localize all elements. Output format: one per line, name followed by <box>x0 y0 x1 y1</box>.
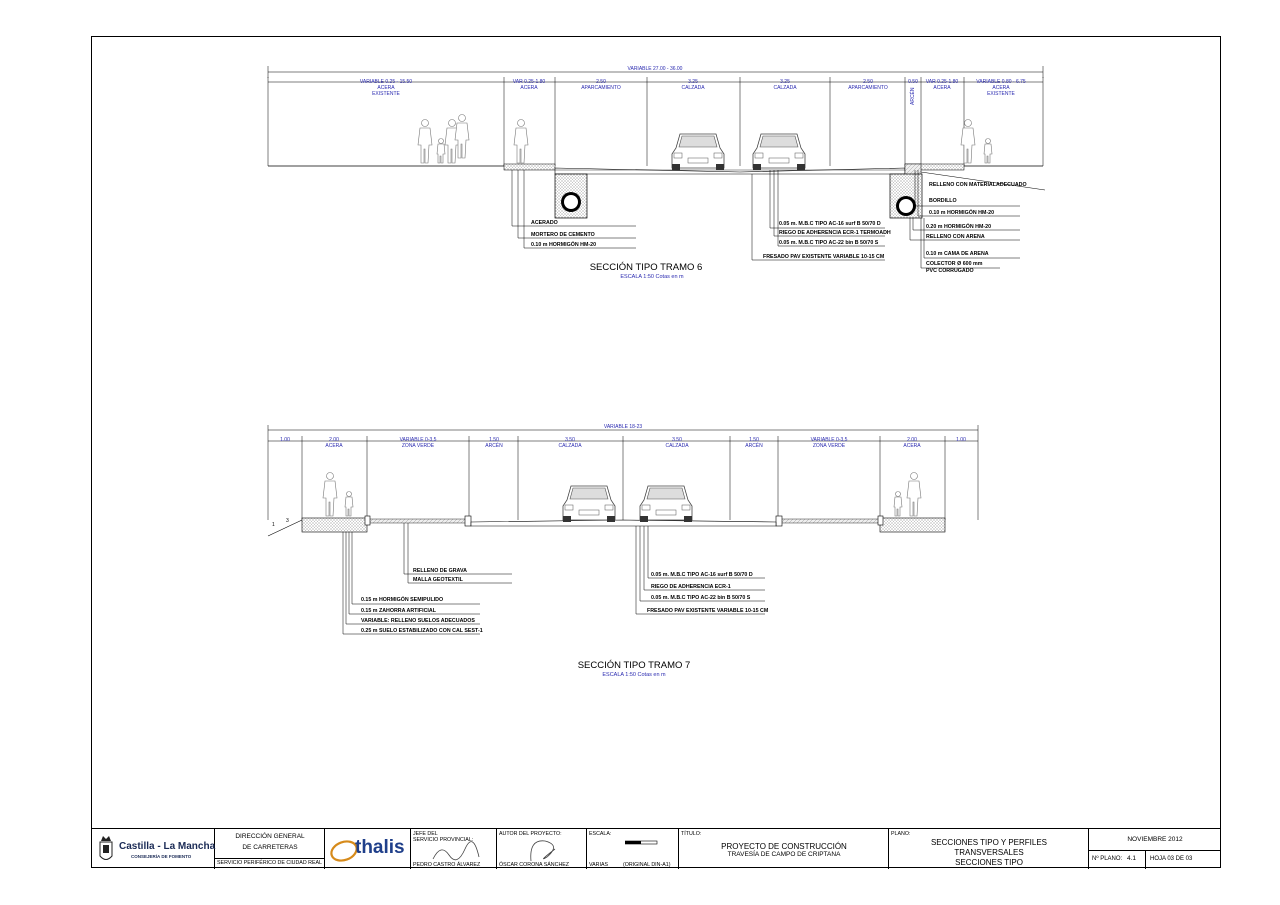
servicio-text: SERVICIO PERIFÉRICO DE CIUDAD REAL <box>217 860 322 866</box>
section6-layer-label: RELLENO CON ARENA <box>926 234 985 240</box>
section6-dim-name: APARCAMIENTO <box>848 85 888 91</box>
section6-layer-label: 0.05 m. M.B.C TIPO AC-16 surf B 50/70 D <box>779 221 881 227</box>
titulo-line-2: TRAVESÍA DE CAMPO DE CRIPTANA <box>727 851 841 858</box>
section7-layer-label: 0.05 m. M.B.C TIPO AC-16 surf B 50/70 D <box>651 572 753 578</box>
plano-label: PLANO: <box>891 831 911 837</box>
jefe-label: JEFE DEL SERVICIO PROVINCIAL: <box>413 831 474 843</box>
section7-dim-name: CALZADA <box>558 443 582 449</box>
section6-dim-name: ACERA <box>933 85 951 91</box>
section7-layer-label: RIEGO DE ADHERENCIA ECR-1 <box>651 584 731 590</box>
date-sheet-cell <box>1089 829 1221 869</box>
firm-logo-text: thalis <box>355 837 405 858</box>
section7-layer-label: VARIABLE: RELLENO SUELOS ADECUADOS <box>361 618 475 624</box>
section7-dim-value: 2.00 <box>329 437 339 443</box>
section7-dim-value: 1.50 <box>489 437 499 443</box>
escala-cell <box>587 829 679 869</box>
section7-dim-name: ACERA <box>903 443 921 449</box>
section7-dim-value: VARIABLE 0-3,5 <box>810 437 848 443</box>
section7-layer-label: MALLA GEOTEXTIL <box>413 577 463 583</box>
section6-dim-value: VARIABLE 0.25 - 15.50 <box>359 79 413 85</box>
section7-layer-label: 0.15 m ZAHORRA ARTIFICIAL <box>361 608 436 614</box>
section6-scale: ESCALA 1:50 Cotas en m <box>620 274 684 280</box>
section7-slope-label-2: 3 <box>286 518 289 524</box>
section6-dim-value: 3.25 <box>688 79 698 85</box>
section7-dim-value: 1.00 <box>956 437 966 443</box>
coat-of-arms-icon <box>97 834 115 864</box>
escala-value: VARIAS <box>589 862 609 868</box>
original-format: (ORIGINAL DIN-A1) <box>623 862 671 868</box>
titulo-label: TÍTULO: <box>681 831 702 837</box>
section6-dim-value: VARIABLE 0.80 - 6.75 <box>976 79 1026 85</box>
section7-layer-label: 0.25 m SUELO ESTABILIZADO CON CAL SEST-1 <box>361 628 483 634</box>
section7-dim-value: 2.00 <box>907 437 917 443</box>
section7-dim-value: 1.00 <box>280 437 290 443</box>
section6-layer-label: RELLENO CON MATERIALADECUADO <box>929 182 1027 188</box>
section6-layer-label: 0.10 m HORMIGÓN HM-20 <box>929 210 995 216</box>
plano-line-2: TRANSVERSALES <box>954 848 1024 857</box>
section6-layer-label: 0.10 m HORMIGÓN HM-20 <box>531 242 597 248</box>
section7-layer-label: RELLENO DE GRAVA <box>413 568 467 574</box>
section6-layer-label: COLECTOR Ø 600 mm <box>926 261 983 267</box>
plano-number-label: Nº PLANO: <box>1092 856 1123 862</box>
section7-dim-name: ZONA VERDE <box>812 443 846 449</box>
signature-jefe-icon <box>431 841 481 863</box>
section7-dim-name: ACERA <box>325 443 343 449</box>
section6-dim-name-arcen: ARCÉN <box>910 87 916 105</box>
section7-dim-value: VARIABLE 0-3,5 <box>399 437 437 443</box>
plano-cell <box>889 829 1089 869</box>
title-block <box>91 828 1221 869</box>
direction-cell <box>215 829 325 869</box>
autor-label: AUTOR DEL PROYECTO: <box>499 831 562 837</box>
date-text: NOVIEMBRE 2012 <box>1127 836 1183 843</box>
signature-autor-icon <box>525 835 565 865</box>
section7-layer-label: 0.15 m HORMIGÓN SEMIPULIDO <box>361 597 444 603</box>
section6-layer-label: BORDILLO <box>929 198 957 204</box>
section6-layer-label: FRESADO PAV EXISTENTE VARIABLE 10-15 CM <box>763 254 885 260</box>
section7-title: SECCIÓN TIPO TRAMO 7 <box>577 660 691 671</box>
section6-dim-value: 2.50 <box>596 79 606 85</box>
section6-dim-name: ACERA EXISTENTE <box>372 85 400 97</box>
section7-dim-name: CALZADA <box>665 443 689 449</box>
section6-layer-label: 0.10 m CAMA DE ARENA <box>926 251 989 257</box>
jefe-cell <box>411 829 497 869</box>
section7-dim-value: 1.50 <box>749 437 759 443</box>
section6-layer-label: MORTERO DE CEMENTO <box>531 232 595 238</box>
scale-bar-icon <box>625 840 659 846</box>
section7-scale: ESCALA 1:50 Cotas en m <box>602 672 666 678</box>
section7-layer-label: FRESADO PAV EXISTENTE VARIABLE 10-15 CM <box>647 608 769 614</box>
section6-dim-value: 2.50 <box>863 79 873 85</box>
autor-name: ÓSCAR CORONA SÁNCHEZ <box>499 862 570 868</box>
section7-dim-name: ARCÉN <box>745 443 763 449</box>
logo-name: Castilla - La Mancha <box>119 841 216 852</box>
section6-dim-value: 3.25 <box>780 79 790 85</box>
section7-overall-dim: VARIABLE 18-23 <box>603 424 643 430</box>
section6-dim-name: APARCAMIENTO <box>581 85 621 91</box>
section7-dim-name: ARCÉN <box>485 443 503 449</box>
titulo-line-1: PROYECTO DE CONSTRUCCIÓN <box>721 842 847 851</box>
titulo-cell <box>679 829 889 869</box>
section6-title: SECCIÓN TIPO TRAMO 6 <box>589 262 703 273</box>
section7-layer-label: 0.05 m. M.B.C TIPO AC-22 bin B 50/70 S <box>651 595 751 601</box>
section7-dim-name: ZONA VERDE <box>401 443 435 449</box>
direccion-line-2: DE CARRETERAS <box>242 844 298 851</box>
plano-line-1: SECCIONES TIPO Y PERFILES <box>930 838 1048 847</box>
escala-label: ESCALA: <box>589 831 612 837</box>
section7-dim-value: 3.50 <box>565 437 575 443</box>
section6-layer-label: 0.05 m. M.B.C TIPO AC-22 bin B 50/70 S <box>779 240 879 246</box>
section6-layer-label: 0.20 m HORMIGÓN HM-20 <box>926 224 992 230</box>
logo-cell <box>91 829 215 869</box>
section6-dim-name: ACERA EXISTENTE <box>987 85 1015 97</box>
section6-overall-dim: VARIABLE 27.00 - 36.00 <box>627 66 683 72</box>
plano-number: 4.1 <box>1127 855 1137 862</box>
section6-dim-name: ACERA <box>520 85 538 91</box>
jefe-name: PEDRO CASTRO ÁLVAREZ <box>413 862 481 868</box>
section6-layer-label: RIEGO DE ADHERENCIA ECR-1 TERMOADH <box>779 230 891 236</box>
autor-cell <box>497 829 587 869</box>
section6-dim-name: CALZADA <box>773 85 797 91</box>
direccion-line-1: DIRECCIÓN GENERAL <box>235 833 305 840</box>
sheet-number: HOJA 03 DE 03 <box>1150 856 1193 862</box>
section6-dim-value: 0.50 <box>908 79 918 85</box>
section7-dim-value: 3.50 <box>672 437 682 443</box>
section6-dim-value: VAR 0.25-1.80 <box>925 79 959 85</box>
plano-line-3: SECCIONES TIPO <box>955 858 1023 867</box>
section6-dim-name: CALZADA <box>681 85 705 91</box>
section6-dim-value: VAR 0.25-1.80 <box>512 79 546 85</box>
firm-logo-cell <box>325 829 411 869</box>
section7-slope-label: 1 <box>272 522 275 528</box>
section6-layer-label: PVC CORRUGADO <box>926 268 974 274</box>
logo-subtitle: CONSEJERÍA DE FOMENTO <box>131 854 192 859</box>
section6-layer-label: ACERADO <box>531 220 558 226</box>
